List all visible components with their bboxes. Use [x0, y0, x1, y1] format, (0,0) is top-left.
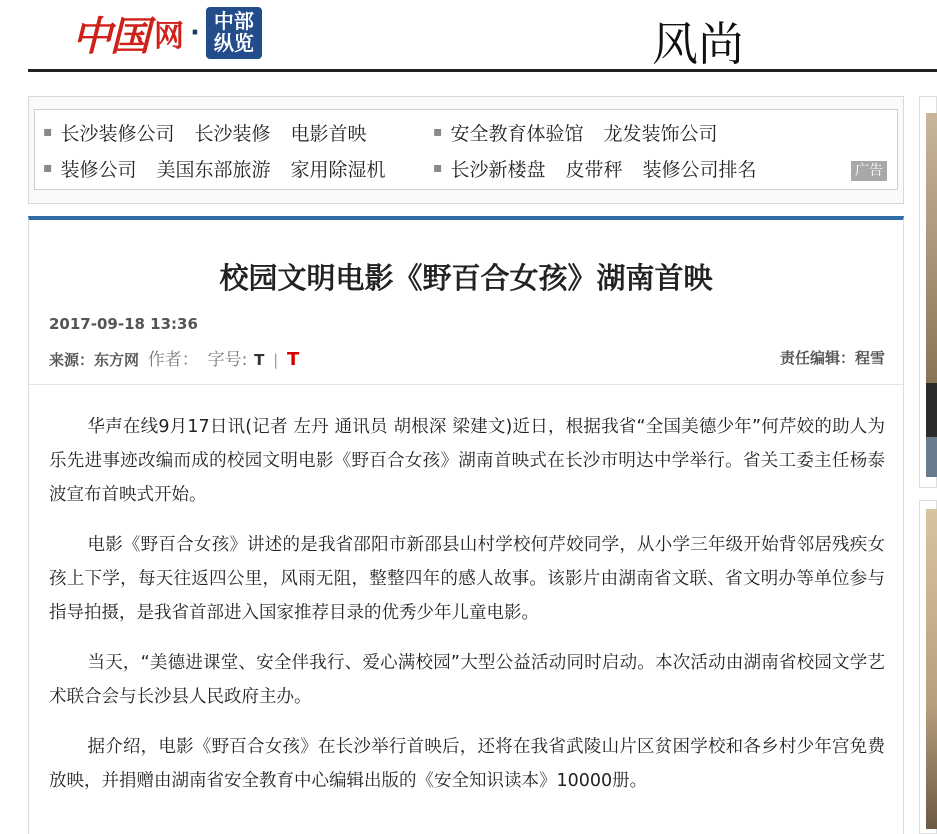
ad-link[interactable]: 美国东部旅游: [156, 158, 271, 181]
sidebar-image: [926, 113, 937, 383]
article-paragraph: 当天，“美德进课堂、安全伴我行、爱心满校园”大型公益活动同时启动。本次活动由湖南省校园文学艺术联合会与长沙县人民政府主办。: [49, 653, 885, 707]
article-paragraph: 电影《野百合女孩》讲述的是我省邵阳市新邵县山村学校何芹姣同学，从小学三年级开始背邻居残疾女孩上下学，每天往返四公里，风雨无阻，整整四年的感人故事。该影片由湖南省文联、省文明办等单位参与指导拍摄，是我省首部进入国家推荐目录的优秀少年儿童电影。: [49, 535, 885, 623]
ad-link[interactable]: 安全教育体验馆: [450, 122, 584, 145]
bullet-icon: ▪: [433, 124, 443, 140]
site-logo[interactable]: [72, 2, 262, 64]
ad-row: [43, 116, 387, 148]
logo-seal: 中部 纵览: [206, 7, 262, 59]
bullet-icon: ▪: [43, 160, 53, 176]
font-large-button[interactable]: T: [286, 349, 300, 370]
author-label: 作者：: [147, 350, 199, 370]
logo-net-text: 网: [154, 19, 184, 54]
article-paragraph: 华声在线9月17日讯(记者 左丹 通讯员 胡根深 梁建文)近日，根据我省“全国美德少年”何芹姣的助人为乐先进事迹改编而成的校园文明电影《野百合女孩》湖南首映式在长沙市明达中学举行。省关工委主任杨泰波宣布首映式开始。: [49, 417, 885, 505]
ad-link[interactable]: 装修公司: [60, 158, 137, 181]
ad-row: [43, 152, 406, 184]
sidebar-promo-top[interactable]: [919, 96, 937, 488]
font-small-button[interactable]: T: [254, 351, 265, 369]
ad-links-inner: [34, 109, 898, 190]
ad-link[interactable]: 长沙装修公司: [60, 122, 175, 145]
bullet-icon: ▪: [433, 160, 443, 176]
ad-row: [433, 152, 777, 184]
fontsize-label: 字号:: [207, 350, 248, 370]
site-header: [28, 0, 937, 72]
meta-divider: [29, 384, 903, 385]
channel-title: 风尚: [652, 17, 744, 71]
article-source[interactable]: 来源：东方网: [49, 351, 140, 369]
article-meta: [49, 345, 885, 369]
sidebar-image: [926, 437, 937, 477]
ad-link[interactable]: 皮带秤: [565, 158, 623, 181]
ad-row: [433, 116, 738, 148]
article-paragraph: 据介绍，电影《野百合女孩》在长沙举行首映后，还将在我省武陵山片区贫困学校和各乡村少年宫免费放映，并捐赠由湖南省安全教育中心编辑出版的《安全知识读本》10000册。: [49, 737, 885, 791]
logo-china-text: 中国: [72, 12, 148, 60]
ad-tag: 广告: [851, 161, 887, 181]
article-date: 2017-09-18 13:36: [49, 315, 198, 333]
ad-links-box: [28, 96, 904, 204]
article-editor: 责任编辑：程雪: [779, 349, 885, 367]
sidebar-image: [926, 509, 937, 829]
article: [28, 216, 904, 834]
article-body: [49, 410, 885, 814]
bullet-icon: ▪: [43, 124, 53, 140]
ad-link[interactable]: 装修公司排名: [642, 158, 757, 181]
fontsize-separator: |: [273, 351, 279, 369]
logo-dot: ·: [190, 18, 200, 48]
sidebar-promo-bottom[interactable]: [919, 500, 937, 834]
sidebar-image: [926, 383, 937, 437]
ad-link[interactable]: 家用除湿机: [290, 158, 386, 181]
ad-link[interactable]: 电影首映: [290, 122, 367, 145]
ad-link[interactable]: 长沙新楼盘: [450, 158, 546, 181]
ad-link[interactable]: 龙发装饰公司: [603, 122, 718, 145]
article-title: 校园文明电影《野百合女孩》湖南首映: [219, 261, 713, 295]
ad-link[interactable]: 长沙装修: [194, 122, 271, 145]
